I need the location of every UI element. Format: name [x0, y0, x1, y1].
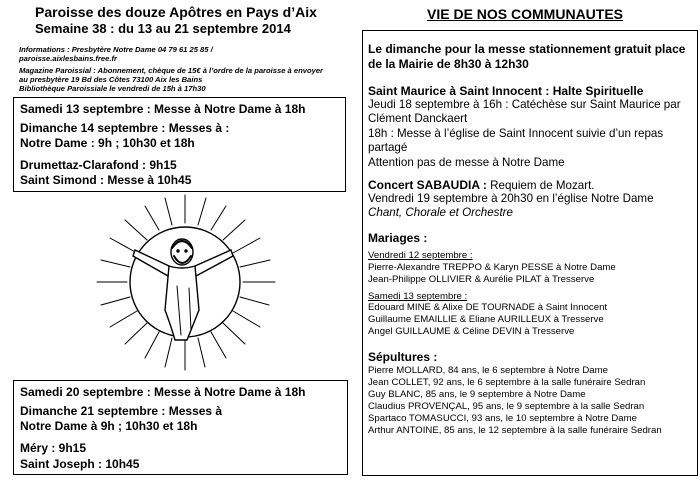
sepulture-entry: Spartaco TOMASUCCI, 93 ans, le 10 septembre à Notre Dame — [368, 413, 637, 424]
schedule-line: Dimanche 14 septembre : Messes à : — [20, 121, 230, 135]
parking-notice: de la Mairie de 8h30 à 12h30 — [368, 57, 529, 71]
sepulture-entry: Arthur ANTOINE, 85 ans, le 12 septembre à la salle funéraire Sedran — [368, 425, 662, 436]
mariage-entry: Angel GUILLAUME & Céline DEVIN à Tresserve — [368, 326, 575, 337]
info-line: au presbytère 19 Bd des Côtes 73100 Aix les Bains — [19, 75, 203, 84]
parking-notice: Le dimanche pour la messe stationnement gratuit place — [368, 42, 686, 56]
schedule-line: Saint Joseph : 10h45 — [20, 457, 140, 471]
schedule-line: Notre Dame : 9h ; 10h30 et 18h — [20, 136, 195, 150]
concert-work: Requiem de Mozart. — [486, 179, 595, 192]
concert-title: Concert SABAUDIA : — [368, 178, 487, 192]
halte-line: Jeudi 18 septembre à 16h : Catéchèse sur Saint Maurice par — [368, 98, 681, 111]
sepulture-entry: Pierre MOLLARD, 84 ans, le 6 septembre à Notre Dame — [368, 365, 608, 376]
concert-date: Vendredi 19 septembre à 20h30 en l’église Notre Dame — [368, 192, 654, 205]
sepulture-entry: Claudius PROVENÇAL, 95 ans, le 9 septembre à la salle Sedran — [368, 401, 645, 412]
sepulture-entry: Guy BLANC, 85 ans, le 9 septembre à Notre Dame — [368, 389, 586, 400]
schedule-line: Samedi 20 septembre : Messe à Notre Dame à 18h — [20, 385, 306, 399]
schedule-line: Saint Simond : Messe à 10h45 — [20, 173, 192, 187]
concert-performers: Chant, Chorale et Orchestre — [368, 206, 513, 219]
schedule-line: Drumettaz-Clarafond : 9h15 — [20, 158, 177, 172]
schedule-week-2 — [13, 380, 348, 475]
community-news-title: VIE DE NOS COMMUNAUTES — [427, 6, 624, 22]
parish-title: Paroisse des douze Apôtres en Pays d’Aix — [35, 4, 317, 20]
halte-line: Attention pas de messe à Notre Dame — [368, 156, 565, 169]
sepultures-title: Sépultures : — [368, 350, 438, 364]
halte-line: 18h : Messe à l’église de Saint Innocent suivie d’un repas — [368, 127, 664, 140]
mariage-entry: Jean-Philippe OLLIVIER & Aurélie PILAT à Tresserve — [368, 274, 595, 285]
mariages-date: Samedi 13 septembre : — [368, 291, 468, 302]
mariages-date: Vendredi 12 septembre : — [368, 250, 473, 261]
halte-title: Saint Maurice à Saint Innocent : Halte Spirituelle — [368, 84, 644, 98]
sepulture-entry: Jean COLLET, 92 ans, le 6 septembre à la salle funéraire Sedran — [368, 377, 646, 388]
schedule-week-1 — [13, 97, 346, 192]
schedule-line: Méry : 9h15 — [20, 441, 87, 455]
mariages-title: Mariages : — [368, 231, 428, 245]
schedule-line: Dimanche 21 septembre : Messes à — [20, 404, 223, 418]
info-line: Magazine Paroissial : Abonnement, chèque de 15€ à l’ordre de la paroisse à envoyer — [19, 66, 323, 75]
mariage-entry: Edouard MINE & Alixe DE TOURNADE à Saint Innocent — [368, 302, 608, 313]
schedule-line: Notre Dame à 9h ; 10h30 et 18h — [20, 419, 198, 433]
info-line: Bibliothèque Paroissiale le vendredi de 15h à 17h30 — [19, 84, 206, 93]
risen-christ-illustration — [95, 190, 280, 375]
halte-line: partagé — [368, 141, 408, 154]
schedule-line: Samedi 13 septembre : Messe à Notre Dame à 18h — [20, 102, 306, 116]
info-line: paroisse.aixlesbains.free.fr — [19, 54, 117, 63]
week-heading: Semaine 38 : du 13 au 21 septembre 2014 — [35, 21, 291, 36]
mariage-entry: Pierre-Alexandre TREPPO & Karyn PESSE à Notre Dame — [368, 262, 616, 273]
halte-line: Clément Danckaert — [368, 112, 468, 125]
info-line: Informations : Presbytère Notre Dame 04 79 61 25 85 / — [19, 45, 213, 54]
concert-line — [368, 178, 595, 193]
mariage-entry: Guillaume EMAILLIE & Eliane AURILLEUX à Tresserve — [368, 314, 604, 325]
